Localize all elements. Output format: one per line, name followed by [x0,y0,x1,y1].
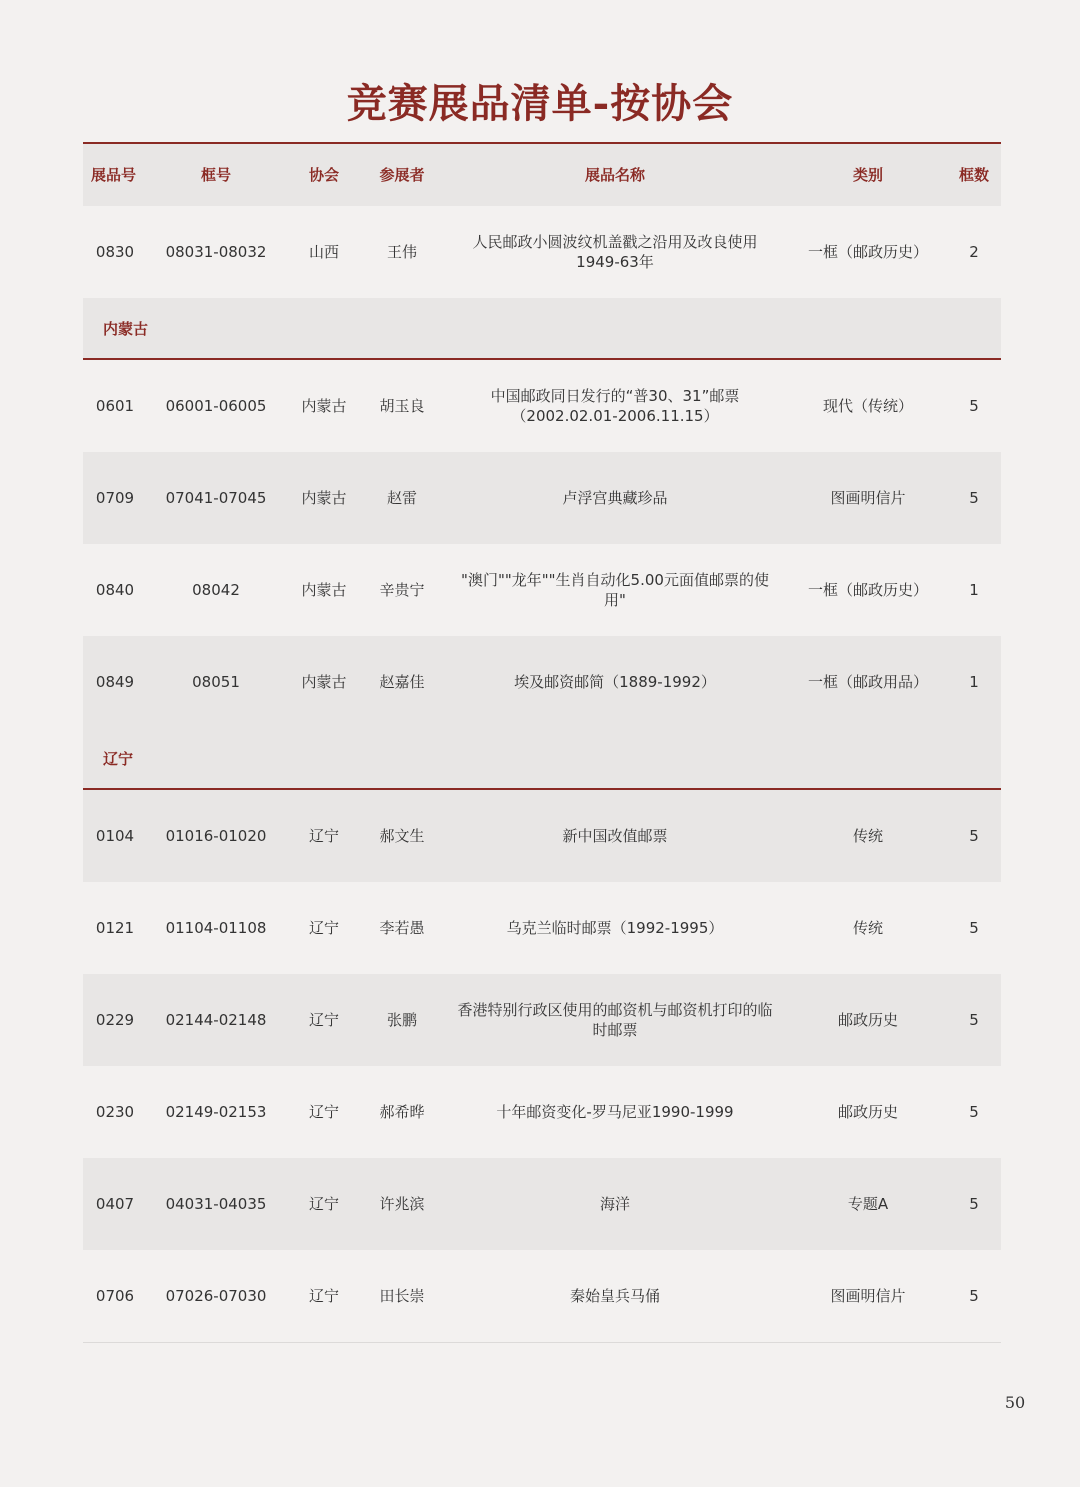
category-cell: 邮政历史 [837,1011,898,1029]
frame-no-cell: 08051 [192,673,240,691]
frame-count-cell: 5 [969,1195,979,1213]
column-header-exhibitor: 参展者 [379,166,425,184]
exhibit-name-cell: 香港特别行政区使用的邮资机与邮资机打印的临时邮票 [457,1001,773,1039]
table-row [83,636,1001,728]
exhibitor-cell: 辛贵宁 [379,581,425,599]
frame-no-cell: 02149-02153 [165,1103,267,1121]
frame-count-cell: 5 [969,397,979,415]
column-header-frame-count: 框数 [958,166,989,184]
table-header [83,144,1001,206]
frame-count-cell: 2 [969,243,979,261]
table-row [83,1250,1001,1342]
association-cell: 辽宁 [308,1103,339,1121]
frame-no-cell: 08031-08032 [165,243,267,261]
category-cell: 专题A [847,1195,889,1213]
exhibit-no-cell: 0849 [95,673,135,691]
section-header: 内蒙古 [83,298,1001,360]
column-header-association: 协会 [308,166,339,184]
exhibit-no-cell: 0104 [95,827,135,845]
frame-no-cell: 08042 [192,581,240,599]
exhibit-no-cell: 0706 [95,1287,135,1305]
table-row [83,452,1001,544]
frame-count-cell: 1 [969,581,979,599]
exhibitor-cell: 许兆滨 [379,1195,425,1213]
page-title: 竞赛展品清单-按协会 [346,80,734,127]
exhibit-name-cell: 海洋 [599,1195,630,1213]
exhibit-no-cell: 0121 [95,919,135,937]
association-cell: 内蒙古 [301,581,347,599]
exhibit-no-cell: 0229 [95,1011,135,1029]
exhibit-no-cell: 0830 [95,243,135,261]
column-header-category: 类别 [852,166,883,184]
category-cell: 一框（邮政历史） [807,243,928,261]
frame-count-cell: 5 [969,1011,979,1029]
table-row [83,544,1001,636]
exhibit-table [83,142,1001,1343]
table-row [83,882,1001,974]
table-row [83,1158,1001,1250]
frame-count-cell: 5 [969,1103,979,1121]
exhibit-name-cell: 新中国改值邮票 [562,827,668,845]
table-row [83,206,1001,298]
frame-no-cell: 01016-01020 [165,827,267,845]
exhibit-no-cell: 0407 [95,1195,135,1213]
column-header-frame-no: 框号 [200,166,231,184]
frame-count-cell: 1 [969,673,979,691]
association-cell: 山西 [308,243,339,261]
exhibit-name-cell: 卢浮宫典藏珍品 [562,489,668,507]
exhibitor-cell: 郝希晔 [379,1103,425,1121]
frame-no-cell: 01104-01108 [165,919,267,937]
exhibitor-cell: 王伟 [386,243,417,261]
exhibit-no-cell: 0709 [95,489,135,507]
exhibit-name-cell: 人民邮政小圆波纹机盖戳之沿用及改良使用1949-63年 [472,233,758,271]
frame-count-cell: 5 [969,827,979,845]
frame-count-cell: 5 [969,1287,979,1305]
table-end-divider [83,1342,1001,1343]
exhibit-name-cell: "澳门""龙年""生肖自动化5.00元面值邮票的使用" [461,571,769,609]
exhibitor-cell: 田长崇 [379,1287,425,1305]
association-cell: 辽宁 [308,827,339,845]
table-body [83,206,1001,1342]
exhibit-name-cell: 十年邮资变化-罗马尼亚1990-1999 [496,1103,734,1121]
exhibit-no-cell: 0840 [95,581,135,599]
category-cell: 现代（传统） [822,397,913,415]
page-number: 50 [1004,1393,1026,1412]
association-cell: 内蒙古 [301,397,347,415]
category-cell: 一框（邮政历史） [807,581,928,599]
frame-no-cell: 07026-07030 [165,1287,267,1305]
category-cell: 一框（邮政用品） [807,673,928,691]
column-header-exhibit-no: 展品号 [91,166,137,184]
association-cell: 辽宁 [308,1287,339,1305]
frame-count-cell: 5 [969,919,979,937]
frame-no-cell: 06001-06005 [165,397,267,415]
table-row [83,1066,1001,1158]
association-cell: 辽宁 [308,1195,339,1213]
frame-no-cell: 07041-07045 [165,489,267,507]
exhibitor-cell: 郝文生 [379,827,425,845]
category-cell: 图画明信片 [830,489,906,507]
association-cell: 内蒙古 [301,489,347,507]
exhibit-name-cell: 埃及邮资邮简（1889-1992） [514,673,716,691]
frame-count-cell: 5 [969,489,979,507]
exhibitor-cell: 赵雷 [386,489,417,507]
exhibitor-cell: 胡玉良 [379,397,425,415]
table-row [83,360,1001,452]
exhibit-name-cell: 秦始皇兵马俑 [569,1287,660,1305]
frame-no-cell: 04031-04035 [165,1195,267,1213]
exhibit-no-cell: 0230 [95,1103,135,1121]
exhibitor-cell: 赵嘉佳 [379,673,425,691]
association-cell: 辽宁 [308,919,339,937]
exhibit-name-cell: 中国邮政同日发行的“普30、31”邮票（2002.02.01-2006.11.15） [490,387,740,425]
category-cell: 图画明信片 [830,1287,906,1305]
category-cell: 传统 [852,827,883,845]
section-header: 辽宁 [83,728,1001,790]
table-row [83,790,1001,882]
exhibitor-cell: 张鹏 [386,1011,417,1029]
frame-no-cell: 02144-02148 [165,1011,267,1029]
table-row [83,974,1001,1066]
category-cell: 邮政历史 [837,1103,898,1121]
exhibit-no-cell: 0601 [95,397,135,415]
exhibitor-cell: 李若愚 [379,919,425,937]
exhibit-name-cell: 乌克兰临时邮票（1992-1995） [506,919,724,937]
category-cell: 传统 [852,919,883,937]
column-header-exhibit-name: 展品名称 [584,166,645,184]
association-cell: 辽宁 [308,1011,339,1029]
association-cell: 内蒙古 [301,673,347,691]
